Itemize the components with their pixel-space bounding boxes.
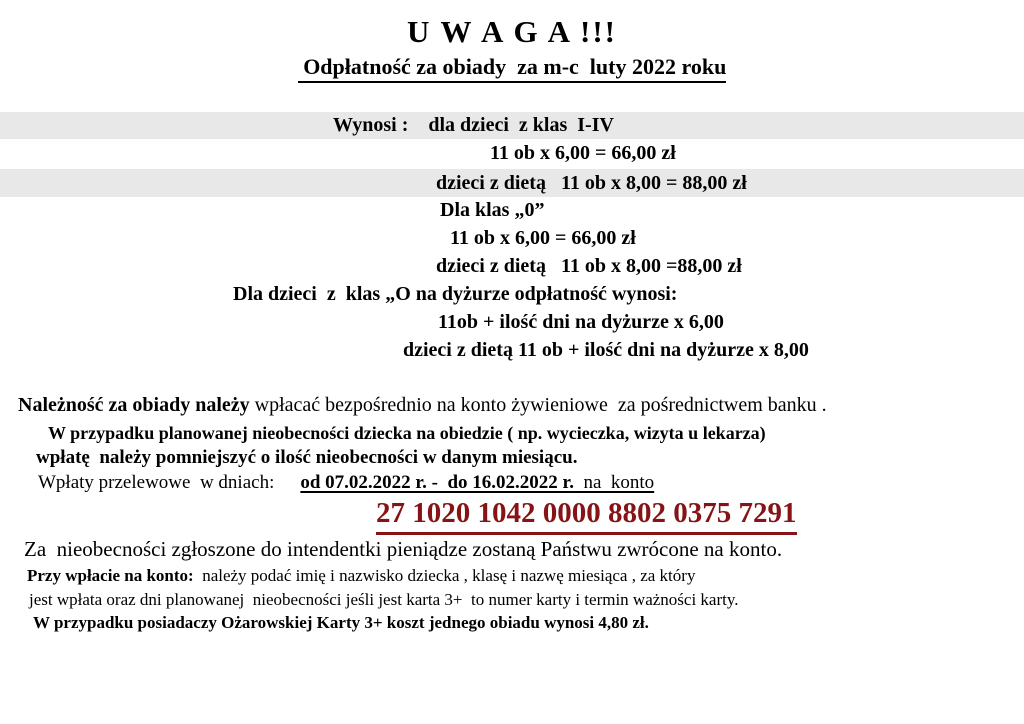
wplaty-dates-underlined xyxy=(300,472,654,493)
wplaty-na-konto-segment: na konto xyxy=(573,472,655,493)
subtitle-underlined-text: Odpłatność za obiady za m-c luty 2022 roku xyxy=(298,54,727,83)
pricing-klas-0-dieta: dzieci z dietą 11 ob x 8,00 =88,00 zł xyxy=(436,255,742,277)
przy-wplacie-line xyxy=(27,566,695,586)
page-title: U W A G A !!! xyxy=(406,14,618,49)
bank-account-number: 27 1020 1042 0000 8802 0375 7291 xyxy=(376,497,797,535)
naleznosc-rest-segment: wpłacać bezpośrednio na konto żywieniowe za pośrednictwem banku . xyxy=(249,394,827,416)
pricing-klasy-i-iv-dieta-band: dzieci z dietą 11 ob x 8,00 = 88,00 zł xyxy=(0,169,1024,197)
wplaty-dates-bold-segment: od 07.02.2022 r. - do 16.02.2022 r. xyxy=(300,472,574,493)
wplaty-label-segment: Wpłaty przelewowe w dniach: xyxy=(38,472,275,493)
przy-wplacie-rest-segment: należy podać imię i nazwisko dziecka , klasę i nazwę miesiąca , za który xyxy=(193,566,696,585)
page-subtitle xyxy=(0,54,1024,83)
pricing-dyzur-dieta: dzieci z dietą 11 ob + ilość dni na dyżurze x 8,00 xyxy=(403,339,809,361)
wplaty-line xyxy=(38,472,654,494)
pricing-dyzur-header: Dla dzieci z klas „O na dyżurze odpłatność wynosi: xyxy=(233,283,678,305)
naleznosc-line xyxy=(18,394,827,417)
zwrot-line: Za nieobecności zgłoszone do intendentki pieniądze zostaną Państwu zwrócone na konto. xyxy=(24,537,783,561)
ozarowska-line: W przypadku posiadaczy Ożarowskiej Karty 3+ koszt jednego obiadu wynosi 4,80 zł. xyxy=(33,613,649,632)
pricing-klas-0-price: 11 ob x 6,00 = 66,00 zł xyxy=(450,227,636,249)
naleznosc-bold-segment: Należność za obiady należy xyxy=(18,394,250,416)
pricing-klas-0-header: Dla klas „0” xyxy=(440,199,545,221)
wplata-line: wpłatę należy pomniejszyć o ilość nieobecności w danym miesiącu. xyxy=(36,447,578,468)
pricing-dyzur-price: 11ob + ilość dni na dyżurze x 6,00 xyxy=(438,311,724,333)
pricing-wynosi-band: Wynosi : dla dzieci z klas I-IV xyxy=(0,112,1024,139)
przy-wplacie-bold-segment: Przy wpłacie na konto: xyxy=(27,566,194,585)
karta-info-line: jest wpłata oraz dni planowanej nieobecności jeśli jest karta 3+ to numer karty i termin ważności karty. xyxy=(29,590,739,609)
przypadek-line: W przypadku planowanej nieobecności dziecka na obiedzie ( np. wycieczka, wizyta u lekarza) xyxy=(48,423,766,443)
pricing-klasy-i-iv-price: 11 ob x 6,00 = 66,00 zł xyxy=(490,142,676,164)
